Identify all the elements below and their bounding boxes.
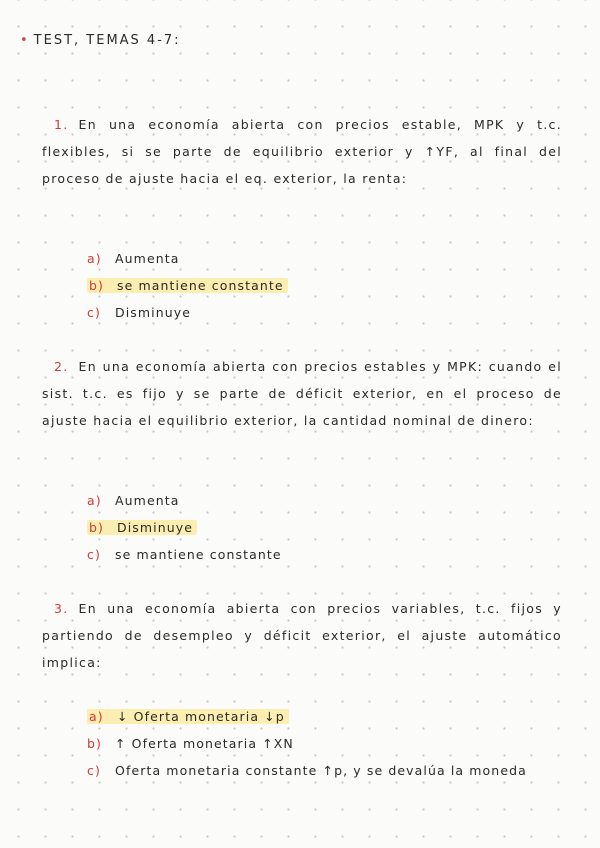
option-letter: c) bbox=[87, 305, 101, 320]
question-1-option-c[interactable] bbox=[87, 299, 191, 326]
question-3-option-a[interactable] bbox=[87, 703, 289, 730]
option-text: ↑ Oferta monetaria ↑XN bbox=[115, 736, 294, 751]
question-1-option-b[interactable] bbox=[87, 272, 288, 299]
title-text: TEST, TEMAS 4-7: bbox=[33, 33, 181, 48]
option-letter: a) bbox=[87, 251, 102, 266]
option-letter: a) bbox=[87, 493, 102, 508]
option-text: se mantiene constante bbox=[115, 547, 282, 562]
answer-highlight bbox=[87, 709, 289, 724]
question-2 bbox=[42, 353, 562, 434]
answer-highlight bbox=[87, 520, 197, 535]
option-letter: b) bbox=[89, 278, 105, 293]
question-text: En una economía abierta con precios estable, MPK y t.c. flexibles, si se parte de equilibrio exterior y ↑YF, al final del proceso de ajuste hacia el eq. exterior, la renta: bbox=[42, 117, 562, 186]
option-letter: c) bbox=[87, 547, 101, 562]
answer-highlight bbox=[87, 278, 288, 293]
question-number: 2. bbox=[54, 359, 69, 374]
option-letter: b) bbox=[89, 520, 105, 535]
option-text: Disminuye bbox=[117, 520, 194, 535]
option-letter: c) bbox=[87, 763, 101, 778]
option-text: Aumenta bbox=[115, 251, 180, 266]
question-3 bbox=[42, 595, 562, 676]
option-text: Aumenta bbox=[115, 493, 180, 508]
option-text: ↓ Oferta monetaria ↓p bbox=[117, 709, 285, 724]
question-3-option-b[interactable] bbox=[87, 730, 294, 757]
option-text: Disminuye bbox=[115, 305, 192, 320]
question-3-option-c[interactable] bbox=[83, 757, 553, 784]
option-text: Oferta monetaria constante ↑p, y se devalúa la moneda bbox=[115, 763, 527, 778]
title-bullet: • bbox=[20, 33, 30, 48]
question-1 bbox=[42, 111, 562, 192]
option-letter: b) bbox=[87, 736, 103, 751]
page-title bbox=[20, 33, 181, 48]
question-text: En una economía abierta con precios variables, t.c. fijos y partiendo de desempleo y déficit exterior, el ajuste automático implica: bbox=[42, 601, 562, 670]
question-2-option-a[interactable] bbox=[87, 487, 180, 514]
option-text: se mantiene constante bbox=[117, 278, 284, 293]
question-number: 1. bbox=[54, 117, 69, 132]
question-number: 3. bbox=[54, 601, 69, 616]
question-text: En una economía abierta con precios estables y MPK: cuando el sist. t.c. es fijo y se parte de déficit exterior, en el proceso de ajuste hacia el equilibrio exterior, la cantidad nominal de dinero: bbox=[42, 359, 562, 428]
question-2-option-c[interactable] bbox=[87, 541, 282, 568]
question-1-option-a[interactable] bbox=[87, 245, 180, 272]
question-2-option-b[interactable] bbox=[87, 514, 197, 541]
option-letter: a) bbox=[89, 709, 104, 724]
